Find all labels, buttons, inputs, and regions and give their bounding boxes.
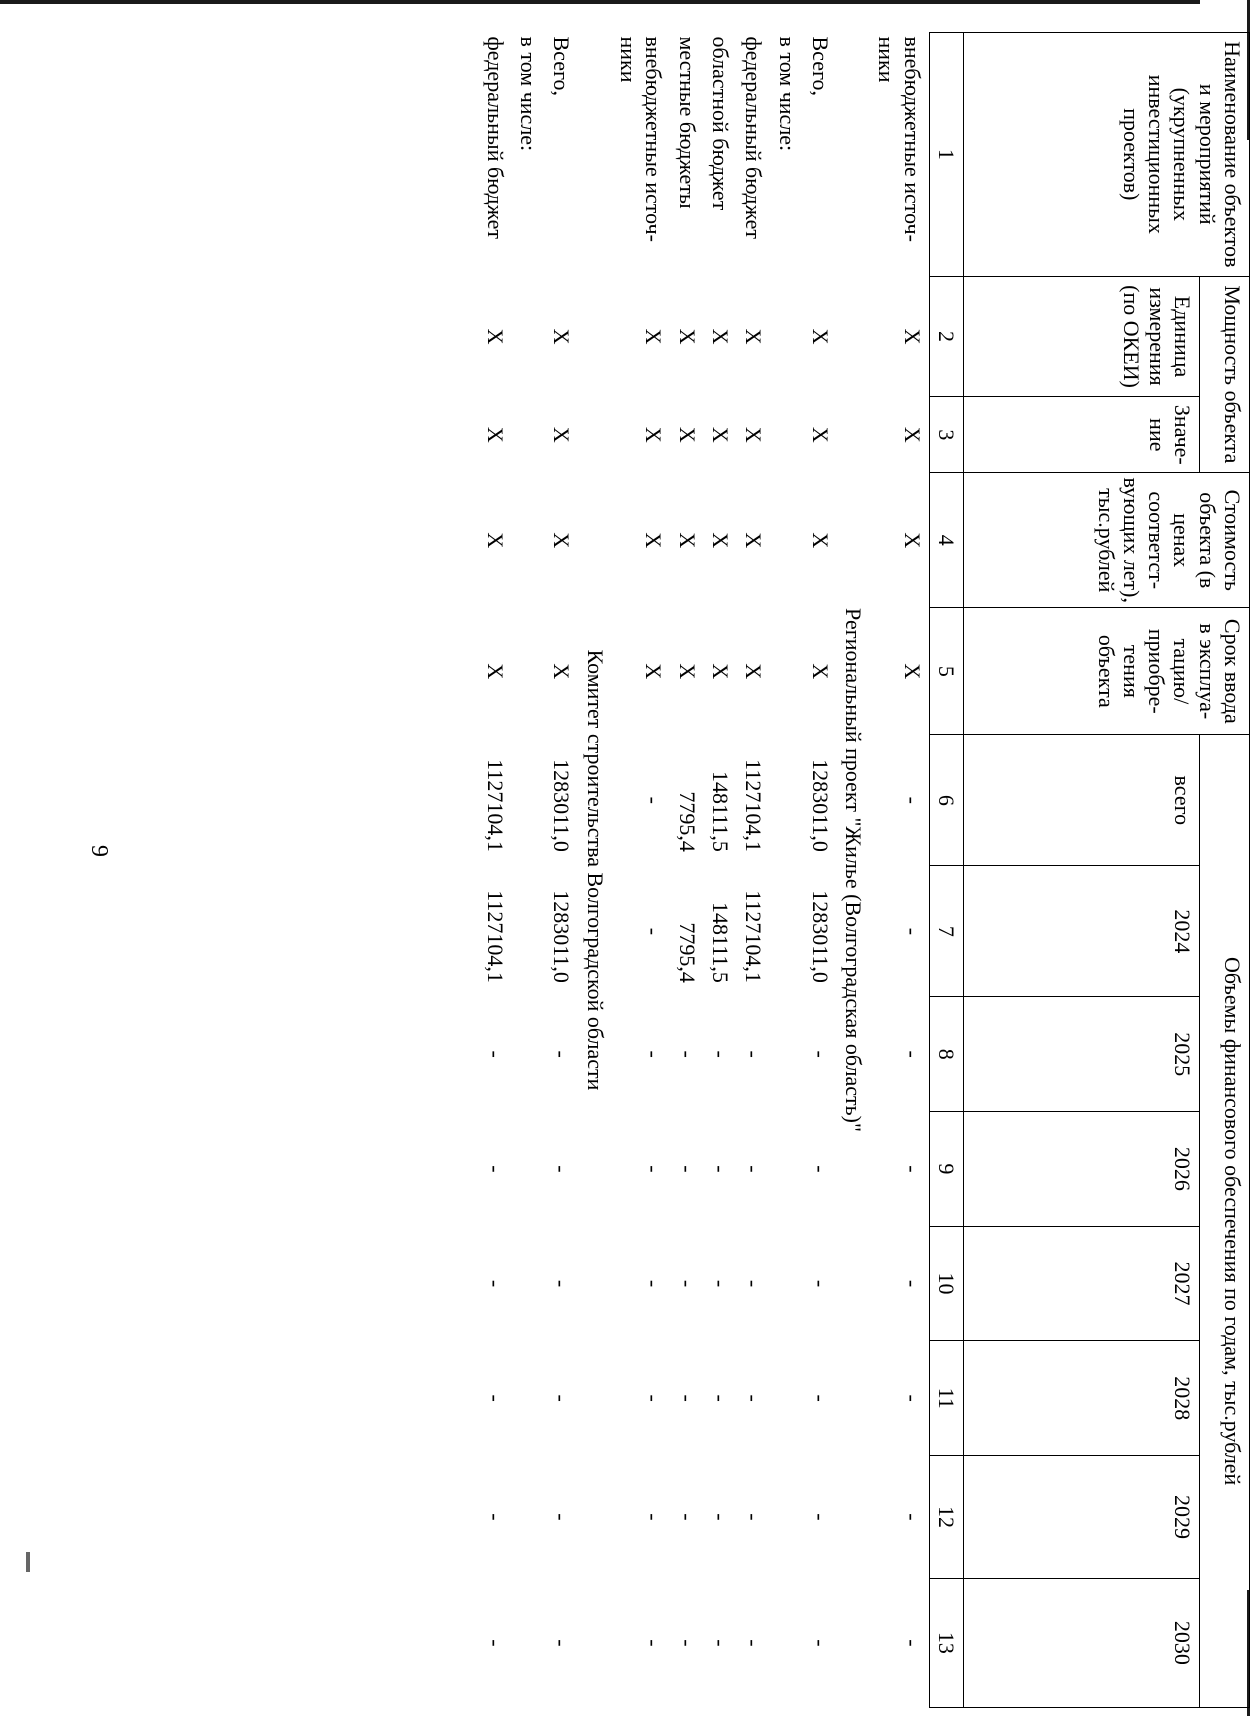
header-term: Срок ввода в эксплуа-тацию/ приобре-тения объекта [964, 608, 1250, 735]
cell-2029: - [641, 1513, 667, 1521]
cell-2027: - [807, 1279, 833, 1288]
column-number: 1 [929, 33, 963, 277]
cell-total: 1283011,0 [807, 759, 833, 852]
table-row [512, 33, 545, 1708]
cell-term: X [641, 663, 667, 680]
cell-2030: - [899, 1639, 925, 1647]
row-name: Всего, [549, 36, 575, 96]
cell-2028: - [674, 1394, 700, 1402]
cell-total: - [641, 796, 667, 804]
column-number: 10 [929, 1226, 963, 1341]
cell-cost: X [549, 532, 575, 549]
cell-2028: - [549, 1394, 575, 1402]
cell-value: X [641, 426, 667, 443]
rotated-document [170, 32, 1250, 1708]
cell-unit: X [707, 328, 733, 345]
cell-value: X [741, 426, 767, 443]
cell-cost: X [707, 532, 733, 549]
cell-2029: - [707, 1513, 733, 1521]
cell-unit: X [741, 328, 767, 345]
column-number: 13 [929, 1578, 963, 1707]
cell-2027: - [707, 1279, 733, 1288]
cell-2028: - [741, 1394, 767, 1402]
cell-2024: 1283011,0 [807, 890, 833, 983]
row-name: местные бюджеты [674, 36, 700, 209]
cell-2027: - [482, 1279, 508, 1288]
section-committee-title: Комитет строительства Волгоградской области [582, 649, 608, 1091]
cell-unit: X [899, 328, 925, 345]
header-cost: Стоимость объекта (в ценах соответст-вующих лет), тыс.рублей [964, 473, 1250, 608]
cell-value: X [899, 426, 925, 443]
cell-2026: - [482, 1165, 508, 1173]
cell-2030: - [807, 1639, 833, 1647]
table-row [804, 33, 837, 1708]
cell-total: 1127104,1 [482, 759, 508, 852]
cell-2029: - [807, 1513, 833, 1521]
cell-2029: - [741, 1513, 767, 1521]
column-number: 12 [929, 1456, 963, 1579]
cell-2030: - [482, 1639, 508, 1647]
cell-total: 1127104,1 [741, 759, 767, 852]
cell-2026: - [641, 1165, 667, 1173]
cell-cost: X [899, 532, 925, 549]
table-row [870, 33, 929, 1708]
row-name: федеральный бюджет [741, 36, 767, 239]
cell-2026: - [899, 1165, 925, 1173]
column-number: 4 [929, 473, 963, 608]
cell-2024: 1127104,1 [482, 890, 508, 983]
row-name: в том числе: [516, 36, 542, 152]
cell-total: - [899, 796, 925, 804]
cell-2028: - [641, 1394, 667, 1402]
section-regional-title: Региональный проект "Жилье (Волгоградская область)" [841, 608, 867, 1132]
page-number: 9 [86, 845, 112, 857]
column-number: 3 [929, 397, 963, 473]
cell-value: X [549, 426, 575, 443]
header-year-2030: 2030 [964, 1578, 1200, 1707]
cell-unit: X [641, 328, 667, 345]
row-name: областной бюджет [707, 36, 733, 211]
row-name: в том числе: [774, 36, 800, 152]
cell-2025: - [641, 1050, 667, 1058]
scan-edge-top [0, 0, 1200, 4]
header-year-2025: 2025 [964, 997, 1200, 1112]
cell-2024: - [641, 927, 667, 936]
cell-2024: - [899, 927, 925, 936]
cell-term: X [482, 663, 508, 680]
column-number-row [929, 33, 963, 1708]
cell-2025: - [707, 1050, 733, 1058]
cell-2025: - [482, 1050, 508, 1058]
cell-total: 1283011,0 [549, 759, 575, 852]
cell-2028: - [899, 1394, 925, 1402]
cell-2025: - [549, 1050, 575, 1058]
table-row [704, 33, 737, 1708]
cell-unit: X [807, 328, 833, 345]
cell-value: X [674, 426, 700, 443]
cell-2029: - [549, 1513, 575, 1521]
cell-value: X [807, 426, 833, 443]
cell-term: X [674, 663, 700, 680]
cell-2028: - [807, 1394, 833, 1402]
column-number: 5 [929, 608, 963, 735]
cell-2026: - [674, 1165, 700, 1173]
cell-2027: - [674, 1279, 700, 1288]
row-name: внебюджетные источ-ники [874, 36, 925, 242]
cell-2024: 1127104,1 [741, 890, 767, 983]
cell-unit: X [674, 328, 700, 345]
table-row [737, 33, 770, 1708]
cell-2030: - [674, 1639, 700, 1647]
header-year-2027: 2027 [964, 1226, 1200, 1341]
cell-2030: - [741, 1639, 767, 1647]
table-row [545, 33, 578, 1708]
cell-2027: - [549, 1279, 575, 1288]
header-year-2029: 2029 [964, 1456, 1200, 1579]
cell-value: X [482, 426, 508, 443]
header-total: всего [964, 735, 1200, 866]
column-number: 6 [929, 735, 963, 866]
cell-2029: - [899, 1513, 925, 1521]
cell-2027: - [741, 1279, 767, 1288]
cell-2026: - [807, 1165, 833, 1173]
cell-2029: - [482, 1513, 508, 1521]
cell-2029: - [674, 1513, 700, 1521]
header-capacity-unit: Единица измерения (по ОКЕИ) [964, 276, 1200, 397]
column-number: 2 [929, 276, 963, 397]
cell-term: X [741, 663, 767, 680]
header-name: Наименование объектов и мероприятий (укрупненных инвестиционных проектов) [964, 33, 1250, 277]
cell-cost: X [741, 532, 767, 549]
cell-2028: - [707, 1394, 733, 1402]
cell-2030: - [641, 1639, 667, 1647]
cell-2030: - [549, 1639, 575, 1647]
cell-2025: - [674, 1050, 700, 1058]
cell-2024: 148111,5 [707, 902, 733, 983]
cell-2027: - [899, 1279, 925, 1288]
cell-unit: X [482, 328, 508, 345]
cell-term: X [807, 663, 833, 680]
cell-2025: - [899, 1050, 925, 1058]
header-year-2024: 2024 [964, 866, 1200, 997]
table-row [670, 33, 703, 1708]
section-regional-row [837, 33, 870, 1708]
cell-cost: X [807, 532, 833, 549]
cell-2026: - [741, 1165, 767, 1173]
cell-2026: - [549, 1165, 575, 1173]
column-number: 11 [929, 1341, 963, 1456]
cell-2030: - [707, 1639, 733, 1647]
row-name: Всего, [807, 36, 833, 96]
cell-2027: - [641, 1279, 667, 1288]
cell-2024: 1283011,0 [549, 890, 575, 983]
cell-unit: X [549, 328, 575, 345]
cell-term: X [707, 663, 733, 680]
cell-total: 148111,5 [707, 770, 733, 852]
header-capacity-value: Значе-ние [964, 397, 1200, 473]
header-year-2026: 2026 [964, 1112, 1200, 1227]
column-number: 9 [929, 1112, 963, 1227]
cell-2024: 7795,4 [674, 922, 700, 983]
cell-2025: - [741, 1050, 767, 1058]
header-row-2 [1048, 33, 1199, 1708]
column-number: 7 [929, 866, 963, 997]
cell-cost: X [674, 532, 700, 549]
cell-term: X [899, 663, 925, 680]
cell-value: X [707, 426, 733, 443]
header-capacity: Мощность объекта [1200, 276, 1250, 473]
cell-2025: - [807, 1050, 833, 1058]
header-row-1 [1200, 33, 1250, 1708]
cell-cost: X [641, 532, 667, 549]
scan-mark-left [26, 1552, 30, 1572]
cell-term: X [549, 663, 575, 680]
cell-cost: X [482, 532, 508, 549]
table-row [770, 33, 803, 1708]
header-volumes: Объемы финансового обеспечения по годам, тыс.рублей [1200, 735, 1250, 1708]
cell-2026: - [707, 1165, 733, 1173]
header-year-2028: 2028 [964, 1341, 1200, 1456]
row-name: внебюджетные источ-ники [616, 36, 667, 242]
column-number: 8 [929, 997, 963, 1112]
row-name: федеральный бюджет [482, 36, 508, 239]
section-committee-row [578, 33, 611, 1708]
financing-table [479, 32, 1250, 1708]
table-row [612, 33, 671, 1708]
table-row [479, 33, 512, 1708]
cell-total: 7795,4 [674, 791, 700, 852]
cell-2028: - [482, 1394, 508, 1402]
